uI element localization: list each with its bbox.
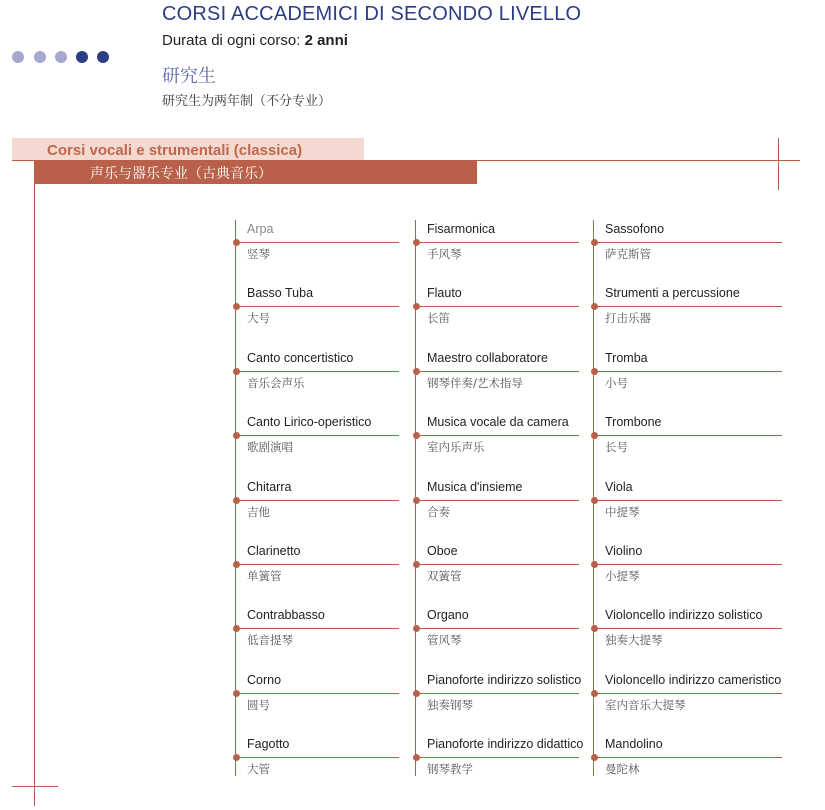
course-rule (594, 628, 782, 629)
course-rule (416, 693, 579, 694)
course-name-italian: Pianoforte indirizzo didattico (427, 737, 584, 751)
course-name-italian: Chitarra (247, 480, 292, 494)
course-rule (594, 306, 782, 307)
course-name-chinese: 管风琴 (427, 633, 462, 647)
bullet-icon (233, 368, 240, 375)
duration-label: Durata di ogni corso: (162, 32, 305, 49)
bullet-icon (591, 561, 598, 568)
course-rule (416, 242, 579, 243)
course-name-italian: Corno (247, 673, 282, 687)
course-name-chinese: 小号 (605, 376, 628, 390)
course-name-chinese: 手风琴 (427, 247, 462, 261)
course-name-chinese: 长笛 (427, 311, 450, 325)
course-name-italian: Flauto (427, 286, 462, 300)
bullet-icon (413, 368, 420, 375)
course-name-italian: Canto Lirico-operistico (247, 415, 372, 429)
frame-line-left (34, 138, 35, 806)
course-name-chinese: 大管 (247, 762, 270, 776)
course-name-chinese: 独奏大提琴 (605, 633, 663, 647)
course-rule (236, 693, 399, 694)
course-name-chinese: 圆号 (247, 698, 270, 712)
course-rule (594, 693, 782, 694)
course-rule (236, 306, 399, 307)
course-rule (236, 371, 399, 372)
bullet-icon (591, 368, 598, 375)
course-name-italian: Clarinetto (247, 544, 301, 558)
course-name-italian: Musica vocale da camera (427, 415, 569, 429)
bullet-icon (591, 754, 598, 761)
course-name-chinese: 合奏 (427, 505, 450, 519)
course-name-italian: Trombone (605, 415, 662, 429)
course-rule (594, 500, 782, 501)
course-name-chinese: 竖琴 (247, 247, 270, 261)
course-name-italian: Sassofono (605, 222, 665, 236)
dot-icon (97, 51, 109, 63)
bullet-icon (413, 239, 420, 246)
course-name-chinese: 吉他 (247, 505, 270, 519)
course-name-italian: Mandolino (605, 737, 663, 751)
bullet-icon (233, 239, 240, 246)
course-name-chinese: 歌剧演唱 (247, 440, 293, 454)
course-name-chinese: 独奏钢琴 (427, 698, 473, 712)
course-name-chinese: 室内音乐大提琴 (605, 698, 686, 712)
course-name-chinese: 大号 (247, 311, 270, 325)
course-rule (416, 435, 579, 436)
course-rule (416, 628, 579, 629)
course-name-italian: Maestro collaboratore (427, 351, 548, 365)
bullet-icon (413, 303, 420, 310)
course-name-italian: Fagotto (247, 737, 290, 751)
course-rule (416, 371, 579, 372)
course-name-chinese: 中提琴 (605, 505, 640, 519)
bullet-icon (591, 497, 598, 504)
bullet-icon (233, 754, 240, 761)
bullet-icon (233, 432, 240, 439)
duration-value: 2 anni (304, 32, 348, 49)
course-duration (162, 32, 348, 49)
course-name-italian: Viola (605, 480, 633, 494)
bullet-icon (233, 625, 240, 632)
bullet-icon (413, 432, 420, 439)
section-label-italian: Corsi vocali e strumentali (classica) (47, 142, 303, 159)
course-name-chinese: 打击乐器 (605, 311, 651, 325)
course-name-chinese: 萨克斯管 (605, 247, 651, 261)
course-name-italian: Fisarmonica (427, 222, 496, 236)
course-name-italian: Violoncello indirizzo cameristico (605, 673, 782, 687)
course-name-italian: Musica d'insieme (427, 480, 523, 494)
dot-icon (34, 51, 46, 63)
bullet-icon (413, 497, 420, 504)
course-name-italian: Pianoforte indirizzo solistico (427, 673, 582, 687)
course-name-chinese: 小提琴 (605, 569, 640, 583)
bullet-icon (591, 303, 598, 310)
bullet-icon (233, 690, 240, 697)
bullet-icon (233, 497, 240, 504)
course-rule (236, 435, 399, 436)
course-name-italian: Violoncello indirizzo solistico (605, 608, 763, 622)
bullet-icon (591, 432, 598, 439)
course-rule (236, 242, 399, 243)
course-name-chinese: 音乐会声乐 (247, 376, 305, 390)
bullet-icon (413, 690, 420, 697)
bullet-icon (413, 754, 420, 761)
course-rule (416, 306, 579, 307)
bullet-icon (591, 690, 598, 697)
course-name-italian: Oboe (427, 544, 458, 558)
section-label-chinese: 声乐与器乐专业（古典音乐） (90, 166, 272, 182)
course-name-italian: Strumenti a percussione (605, 286, 740, 300)
course-name-chinese: 钢琴伴奏/艺术指导 (427, 376, 523, 390)
dot-icon (55, 51, 67, 63)
course-name-chinese: 钢琴教学 (427, 762, 473, 776)
course-rule (416, 500, 579, 501)
course-name-italian: Violino (605, 544, 643, 558)
course-rule (236, 757, 399, 758)
course-rule (416, 564, 579, 565)
frame-line-bottom (12, 786, 58, 787)
course-name-chinese: 单簧管 (247, 569, 282, 583)
bullet-icon (233, 561, 240, 568)
course-name-chinese: 室内乐声乐 (427, 440, 485, 454)
course-name-italian: Tromba (605, 351, 648, 365)
course-rule (416, 757, 579, 758)
course-name-italian: Canto concertistico (247, 351, 354, 365)
course-rule (236, 628, 399, 629)
dot-icon (12, 51, 24, 63)
course-name-italian: Basso Tuba (247, 286, 314, 300)
course-name-chinese: 曼陀林 (605, 762, 640, 776)
course-rule (594, 564, 782, 565)
course-rule (236, 500, 399, 501)
bullet-icon (413, 561, 420, 568)
course-name-chinese: 低音提琴 (247, 633, 293, 647)
course-name-italian: Arpa (247, 222, 274, 236)
bullet-icon (413, 625, 420, 632)
page-title: CORSI ACCADEMICI DI SECONDO LIVELLO (162, 3, 582, 25)
course-rule (594, 757, 782, 758)
course-rule (594, 435, 782, 436)
bullet-icon (591, 625, 598, 632)
course-name-chinese: 长号 (605, 440, 628, 454)
bullet-icon (233, 303, 240, 310)
dot-icon (76, 51, 88, 63)
course-name-italian: Contrabbasso (247, 608, 325, 622)
course-name-italian: Organo (427, 608, 469, 622)
bullet-icon (591, 239, 598, 246)
course-rule (594, 371, 782, 372)
chinese-title: 研究生 (162, 66, 216, 87)
frame-line-right (778, 138, 779, 190)
course-rule (594, 242, 782, 243)
course-name-chinese: 双簧管 (427, 569, 462, 583)
chinese-subtitle: 研究生为两年制（不分专业） (162, 94, 332, 109)
course-rule (236, 564, 399, 565)
